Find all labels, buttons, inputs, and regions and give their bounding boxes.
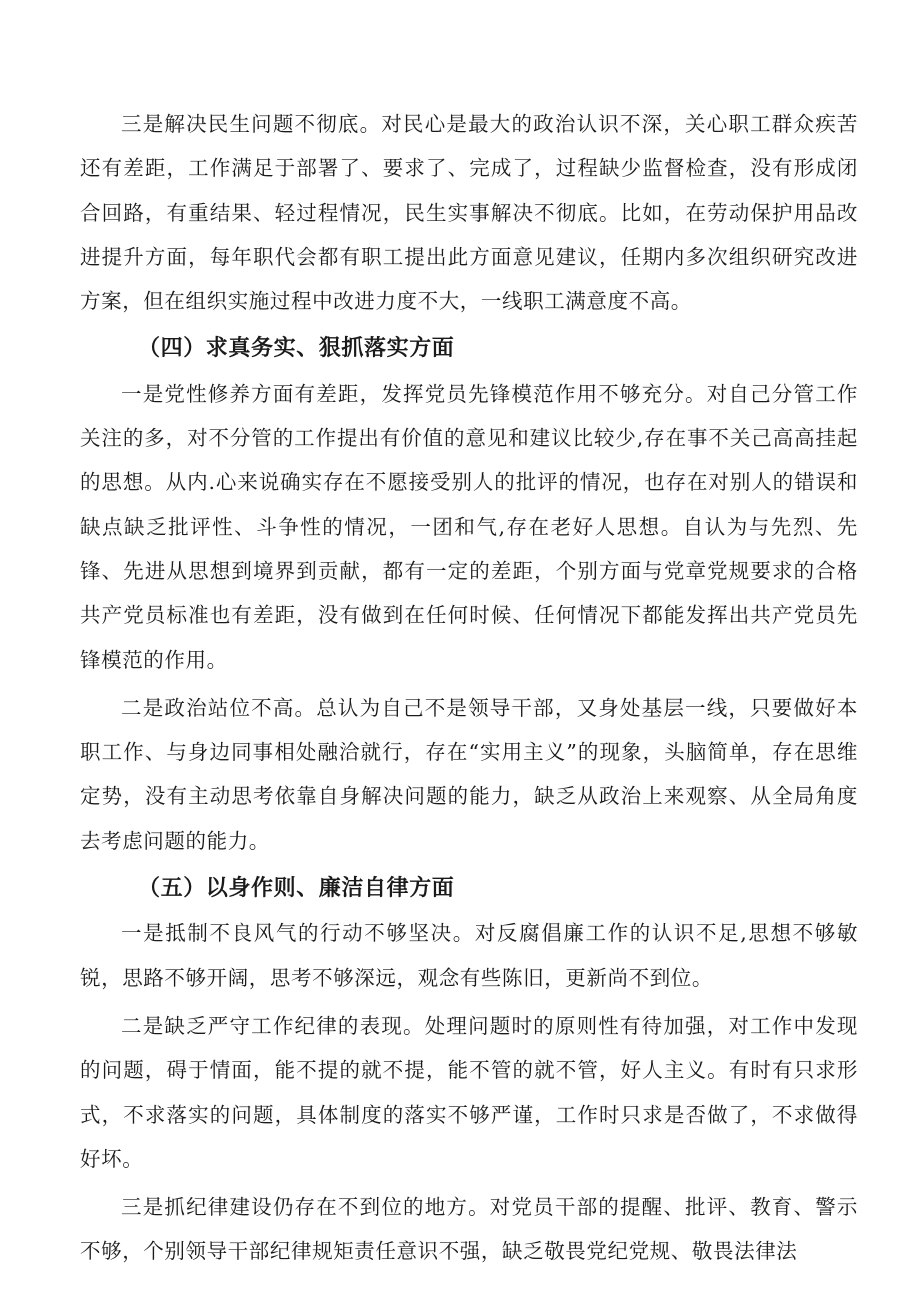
- paragraph-discipline-building: 三是抓纪律建设仍存在不到位的地方。对党员干部的提醒、批评、教育、警示不够，个别领导干部纪律规矩责任意识不强，缺乏敬畏党纪党规、敬畏法律法: [80, 1195, 858, 1264]
- paragraph-livelihood: 三是解决民生问题不彻底。对民心是最大的政治认识不深，关心职工群众疾苦还有差距，工作满足于部署了、要求了、完成了，过程缺少监督检查，没有形成闭合回路，有重结果、轻过程情况，民生实事解决不彻底。比如，在劳动保护用品改进提升方面，每年职代会都有职工提出此方面意见建议，任期内多次组织研究改进方案，但在组织实施过程中改进力度不大，一线职工满意度不高。: [80, 112, 858, 314]
- paragraph-political-stance: 二是政治站位不高。总认为自己不是领导干部，又身处基层一线，只要做好本职工作、与身边同事相处融洽就行，存在“实用主义”的现象，头脑简单，存在思维定势，没有主动思考依靠自身解决问题的能力，缺乏从政治上来观察、从全局角度去考虑问题的能力。: [80, 695, 858, 853]
- paragraph-work-discipline: 二是缺乏严守工作纪律的表现。处理问题时的原则性有待加强，对工作中发现的问题，碍于情面，能不提的就不提，能不管的就不管，好人主义。有时有只求形式，不求落实的问题，具体制度的落实不够严谨，工作时只求是否做了，不求做得好坏。: [80, 1013, 858, 1171]
- section-heading-5: （五）以身作则、廉洁自律方面: [138, 876, 455, 902]
- paragraph-resist-bad-practices: 一是抵制不良风气的行动不够坚决。对反腐倡廉工作的认识不足,思想不够敏锐，思路不够开阔，思考不够深远，观念有些陈旧，更新尚不到位。: [80, 921, 858, 990]
- paragraph-party-spirit: 一是党性修养方面有差距，发挥党员先锋模范作用不够充分。对自己分管工作关注的多，对不分管的工作提出有价值的意见和建议比较少,存在事不关己高高挂起的思想。从内.心来说确实存在不愿接受别人的批评的情况，也存在对别人的错误和缺点缺乏批评性、斗争性的情况，一团和气,存在老好人思想。自认为与先烈、先锋、先进从思想到境界到贡献，都有一定的差距，个别方面与党章党规要求的合格共产党员标准也有差距，没有做到在任何时候、任何情况下都能发挥出共产党员先锋模范的作用。: [80, 381, 858, 672]
- section-heading-4: （四）求真务实、狠抓落实方面: [138, 336, 455, 362]
